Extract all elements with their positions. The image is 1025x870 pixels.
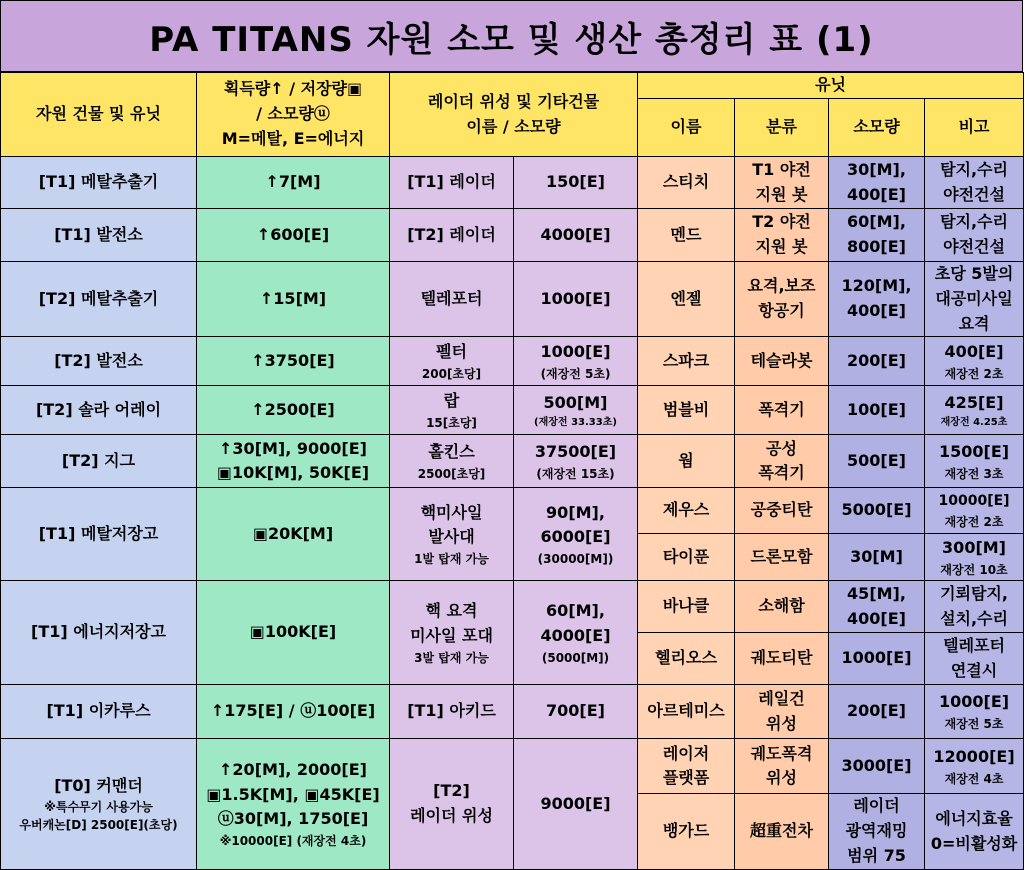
unit-note-cell: 425[E] 재장전 4.25초	[925, 386, 1024, 435]
resource-table	[0, 72, 1024, 870]
radar-name-cell: 홀킨스 2500[초당]	[390, 435, 514, 488]
radar-cost-cell: 1000[E] (재장전 5초)	[514, 337, 638, 386]
radar-cost-cell: 4000[E]	[514, 209, 638, 262]
unit-note-cell: 400[E] 재장전 2초	[925, 337, 1024, 386]
unit-cost-cell: 30[M]	[829, 534, 925, 581]
building-cell: [T1] 메탈저장고	[1, 488, 197, 581]
building-cell: [T1] 메탈추출기	[1, 157, 197, 209]
amount-cell: ↑175[E] / ⓤ100[E]	[197, 685, 390, 739]
unit-note-cell: 초당 5발의 대공미사일 요격	[925, 262, 1024, 337]
amount-cell: ↑600[E]	[197, 209, 390, 262]
unit-note-cell: 300[M] 재장전 10초	[925, 534, 1024, 581]
header-amount: 획득량↑ / 저장량▣ / 소모량ⓤ M=메탈, E=에너지	[197, 73, 390, 157]
unit-class-cell: T2 야전 지원 봇	[735, 209, 829, 262]
building-cell: [T0] 커맨더 ※특수무기 사용가능 우버캐논[D] 2500[E](초당)	[1, 739, 197, 869]
unit-name-cell: 범블비	[638, 386, 735, 435]
radar-cost-cell: 90[M], 6000[E] (30000[M])	[514, 488, 638, 581]
radar-cost-cell: 37500[E] (재장전 15초)	[514, 435, 638, 488]
unit-name-cell: 뱅가드	[638, 794, 735, 869]
radar-cost-cell: 1000[E]	[514, 262, 638, 337]
unit-name-cell: 스티치	[638, 157, 735, 209]
unit-class-cell: 드론모함	[735, 534, 829, 581]
radar-name-cell: 펠터 200[초당]	[390, 337, 514, 386]
table-row	[1, 337, 1024, 386]
unit-cost-cell: 60[M], 800[E]	[829, 209, 925, 262]
radar-name-cell: [T1] 레이더	[390, 157, 514, 209]
table-row	[1, 739, 1024, 794]
unit-cost-cell: 1000[E]	[829, 633, 925, 685]
unit-class-cell: 소해함	[735, 581, 829, 633]
radar-name-cell: [T2] 레이더	[390, 209, 514, 262]
unit-class-cell: 궤도폭격 위성	[735, 739, 829, 794]
unit-name-cell: 타이푼	[638, 534, 735, 581]
building-cell: [T2] 솔라 어레이	[1, 386, 197, 435]
unit-note-cell: 탐지,수리 야전건설	[925, 209, 1024, 262]
unit-class-cell: 공성 폭격기	[735, 435, 829, 488]
table-row	[1, 488, 1024, 534]
unit-class-cell: 폭격기	[735, 386, 829, 435]
unit-name-cell: 제우스	[638, 488, 735, 534]
radar-cost-cell: 60[M], 4000[E] (5000[M])	[514, 581, 638, 685]
amount-cell: ↑30[M], 9000[E] ▣10K[M], 50K[E]	[197, 435, 390, 488]
building-cell: [T2] 지그	[1, 435, 197, 488]
amount-cell: ↑20[M], 2000[E] ▣1.5K[M], ▣45K[E] ⓤ30[M], 1750[E] ※10000[E] (재장전 4초)	[197, 739, 390, 869]
unit-cost-cell: 500[E]	[829, 435, 925, 488]
table-row	[1, 386, 1024, 435]
unit-class-cell: T1 야전 지원 봇	[735, 157, 829, 209]
unit-name-cell: 멘드	[638, 209, 735, 262]
header-radar: 레이더 위성 및 기타건물 이름 / 소모량	[390, 73, 638, 157]
unit-note-cell: 기뢰탐지, 설치,수리	[925, 581, 1024, 633]
amount-cell: ▣100K[E]	[197, 581, 390, 685]
radar-name-cell: 랍 15[초당]	[390, 386, 514, 435]
radar-cost-cell: 500[M] (재장전 33.33초)	[514, 386, 638, 435]
page-title: PA TITANS 자원 소모 및 생산 총정리 표 (1)	[0, 0, 1023, 72]
radar-name-cell: 텔레포터	[390, 262, 514, 337]
table-row	[1, 209, 1024, 262]
radar-name-cell: 핵 요격 미사일 포대 3발 탑재 가능	[390, 581, 514, 685]
table-row	[1, 157, 1024, 209]
unit-name-cell: 아르테미스	[638, 685, 735, 739]
unit-note-cell: 에너지효율 0=비활성화	[925, 794, 1024, 869]
unit-cost-cell: 3000[E]	[829, 739, 925, 794]
table-row	[1, 435, 1024, 488]
unit-name-cell: 엔젤	[638, 262, 735, 337]
unit-cost-cell: 레이더 광역재밍 범위 75	[829, 794, 925, 869]
unit-class-cell: 超重전차	[735, 794, 829, 869]
unit-cost-cell: 200[E]	[829, 685, 925, 739]
table-row	[1, 581, 1024, 633]
header-unit: 유닛	[638, 73, 1024, 99]
unit-class-cell: 테슬라봇	[735, 337, 829, 386]
unit-note-cell: 텔레포터 연결시	[925, 633, 1024, 685]
unit-name-cell: 바나클	[638, 581, 735, 633]
amount-cell: ↑3750[E]	[197, 337, 390, 386]
amount-cell: ↑15[M]	[197, 262, 390, 337]
unit-cost-cell: 100[E]	[829, 386, 925, 435]
building-cell: [T1] 에너지저장고	[1, 581, 197, 685]
header-unit-note: 비고	[925, 99, 1024, 157]
amount-cell: ↑7[M]	[197, 157, 390, 209]
unit-note-cell: 1500[E] 재장전 3초	[925, 435, 1024, 488]
unit-cost-cell: 5000[E]	[829, 488, 925, 534]
unit-name-cell: 스파크	[638, 337, 735, 386]
unit-name-cell: 헬리오스	[638, 633, 735, 685]
unit-cost-cell: 120[M], 400[E]	[829, 262, 925, 337]
radar-cost-cell: 9000[E]	[514, 739, 638, 869]
building-cell: [T1] 발전소	[1, 209, 197, 262]
table-row	[1, 262, 1024, 337]
unit-note-cell: 탐지,수리 야전건설	[925, 157, 1024, 209]
building-cell: [T2] 발전소	[1, 337, 197, 386]
unit-cost-cell: 45[M], 400[E]	[829, 581, 925, 633]
unit-class-cell: 궤도티탄	[735, 633, 829, 685]
unit-class-cell: 공중티탄	[735, 488, 829, 534]
radar-name-cell: 핵미사일 발사대 1발 탑재 가능	[390, 488, 514, 581]
unit-name-cell: 레이저 플랫폼	[638, 739, 735, 794]
unit-note-cell: 12000[E] 재장전 4초	[925, 739, 1024, 794]
radar-cost-cell: 150[E]	[514, 157, 638, 209]
header-unit-class: 분류	[735, 99, 829, 157]
building-cell: [T1] 이카루스	[1, 685, 197, 739]
amount-cell: ▣20K[M]	[197, 488, 390, 581]
unit-cost-cell: 30[M], 400[E]	[829, 157, 925, 209]
unit-name-cell: 웜	[638, 435, 735, 488]
unit-note-cell: 1000[E] 재장전 5초	[925, 685, 1024, 739]
radar-cost-cell: 700[E]	[514, 685, 638, 739]
unit-cost-cell: 200[E]	[829, 337, 925, 386]
radar-name-cell: [T2] 레이더 위성	[390, 739, 514, 869]
header-building: 자원 건물 및 유닛	[1, 73, 197, 157]
unit-class-cell: 레일건 위성	[735, 685, 829, 739]
unit-class-cell: 요격,보조 항공기	[735, 262, 829, 337]
amount-cell: ↑2500[E]	[197, 386, 390, 435]
header-unit-cost: 소모량	[829, 99, 925, 157]
header-unit-name: 이름	[638, 99, 735, 157]
table-row	[1, 685, 1024, 739]
building-cell: [T2] 메탈추출기	[1, 262, 197, 337]
radar-name-cell: [T1] 아키드	[390, 685, 514, 739]
unit-note-cell: 10000[E] 재장전 2초	[925, 488, 1024, 534]
